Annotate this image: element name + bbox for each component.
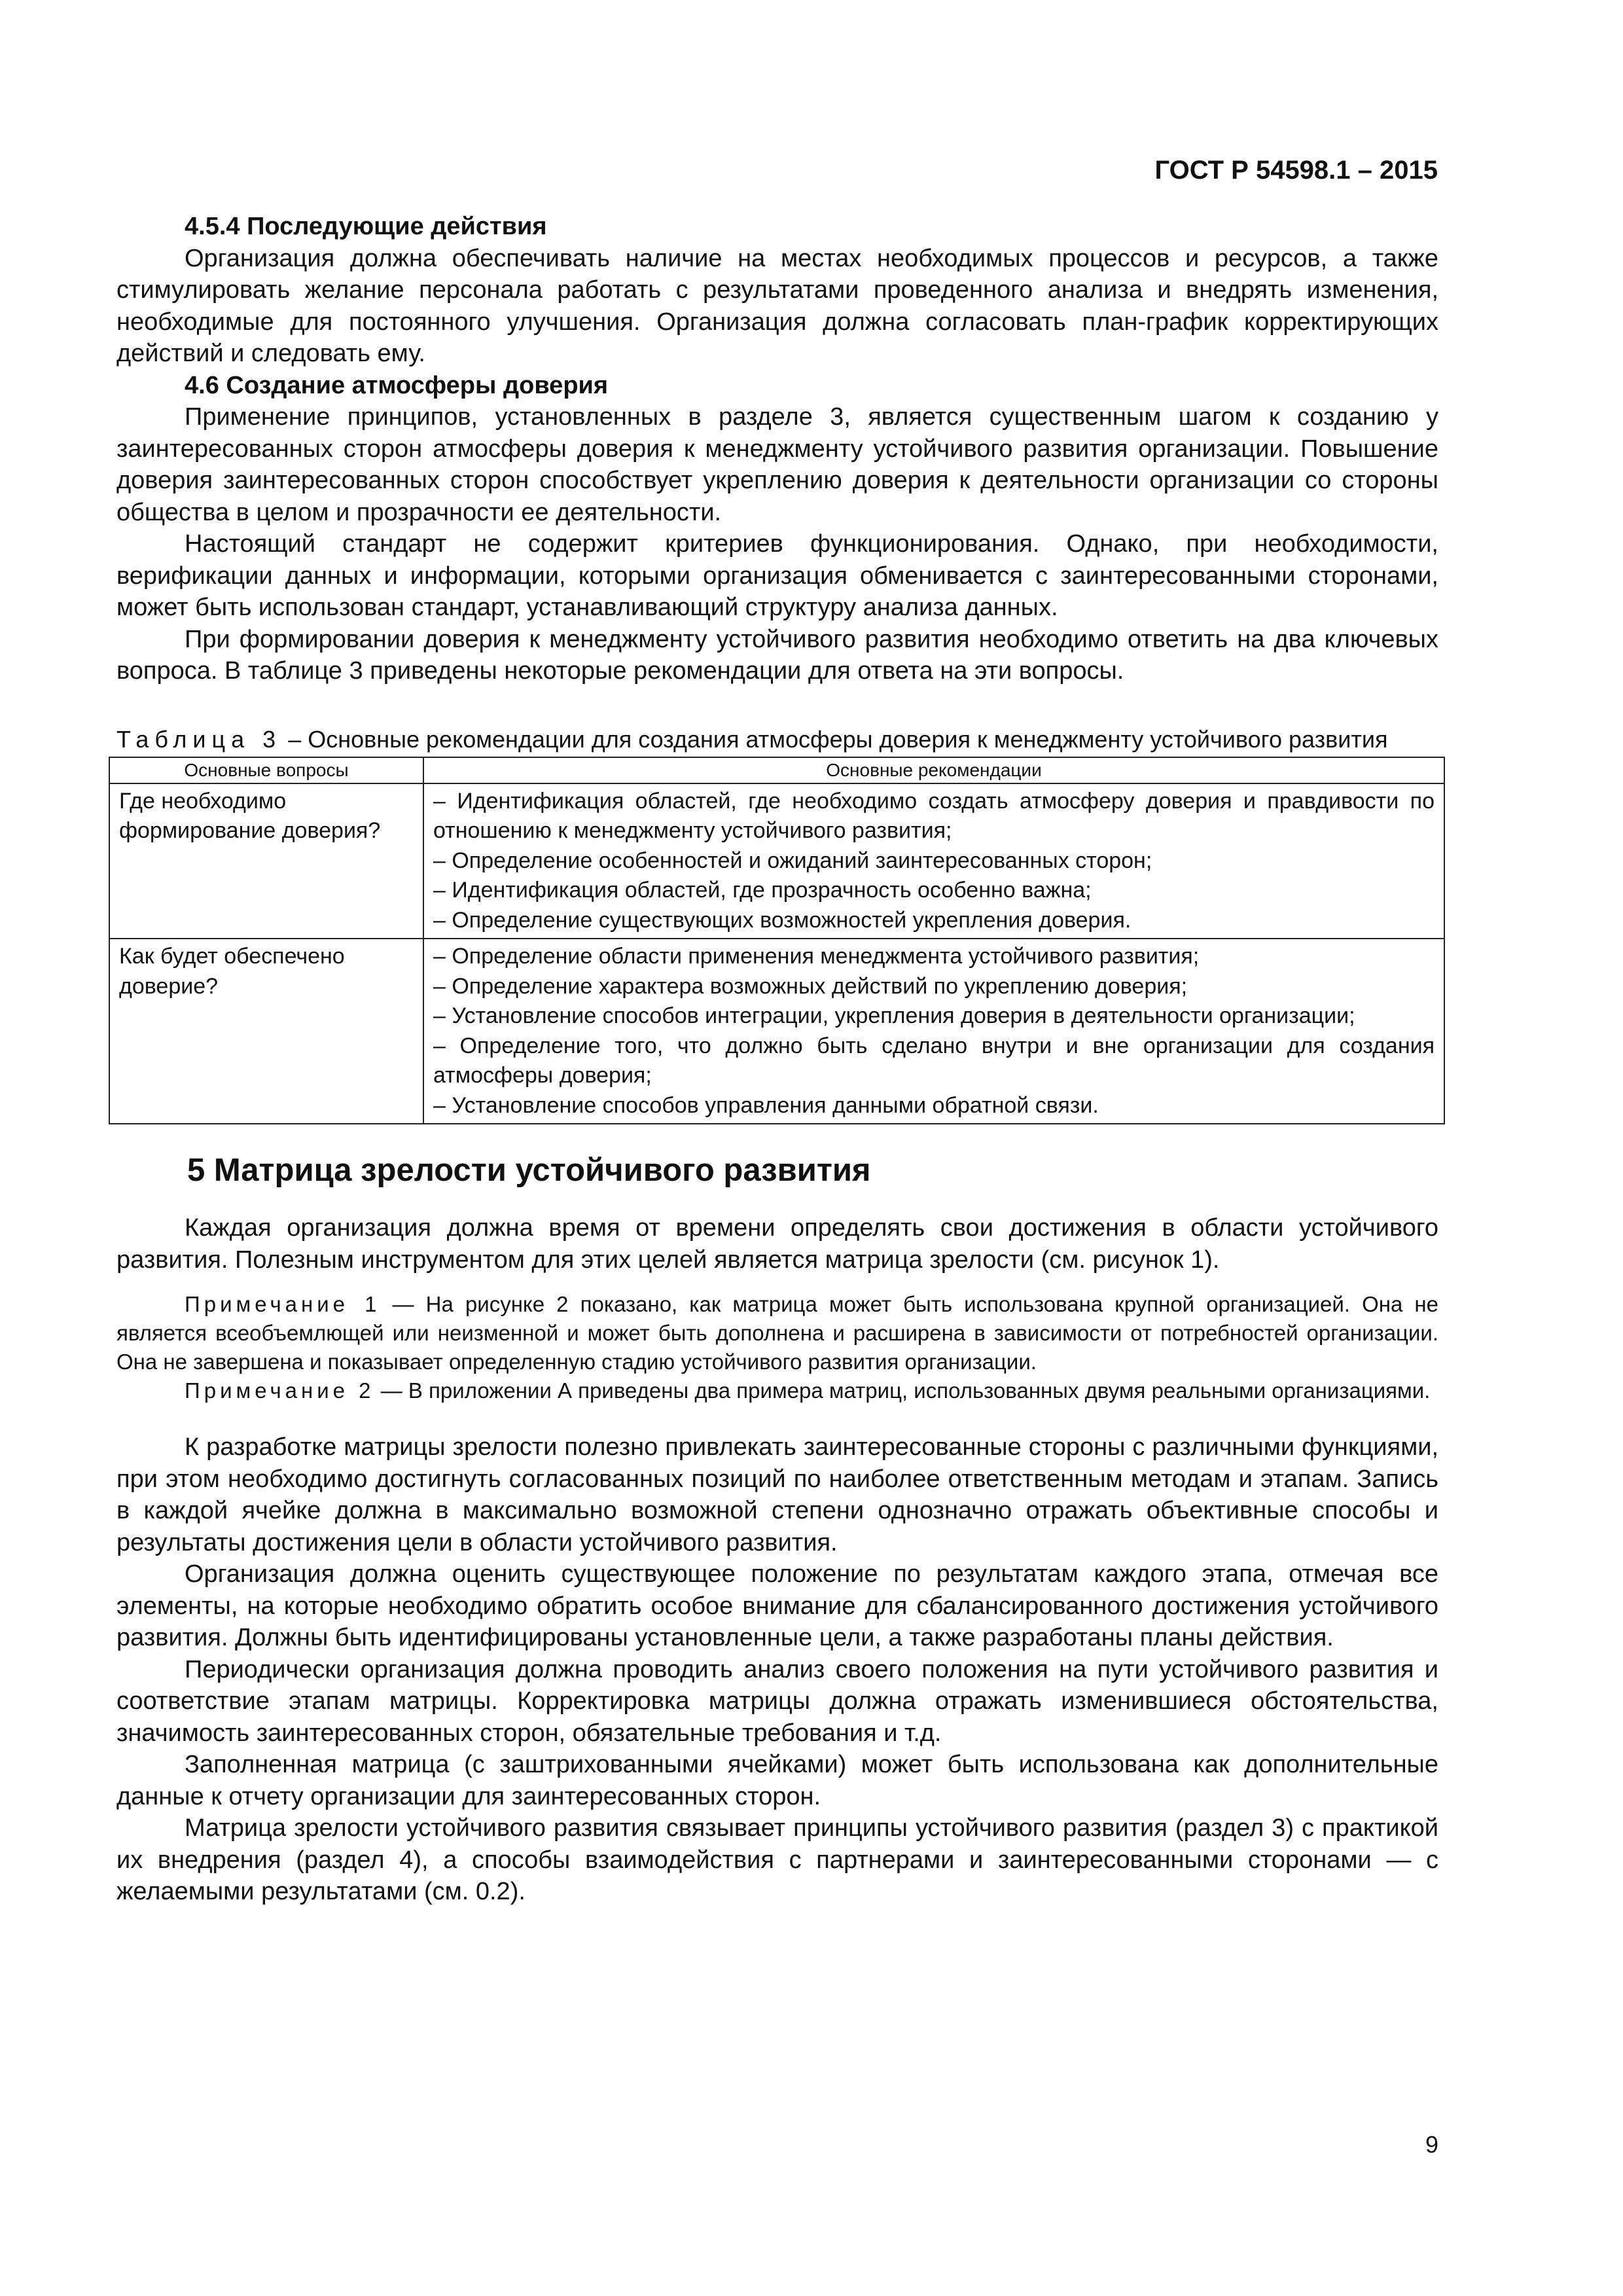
note-1: [116, 1290, 1438, 1376]
paragraph: К разработке матрицы зрелости полезно привлекать заинтересованные стороны с различными функциями, при этом необходимо достигнуть согласованных позиций по наиболее ответственным методам и этапам. Запись в каждой ячейке должна в максимально возможной степени однозначно отражать объективные способы и результаты достижения цели в области устойчивого развития.: [116, 1433, 1438, 1556]
column-header-questions: Основные вопросы: [109, 757, 423, 783]
note-2-text: — В приложении А приведены два примера матриц, использованных двумя реальными организациями.: [374, 1378, 1431, 1403]
recommendation-item: – Установление способов управления данными обратной связи.: [433, 1092, 1099, 1118]
recommendation-item: – Определение области применения менеджмента устойчивого развития;: [433, 944, 1200, 969]
recommendation-item: – Идентификация областей, где прозрачность особенно важна;: [433, 878, 1092, 903]
paragraph: Матрица зрелости устойчивого развития связывает принципы устойчивого развития (раздел 3) с практикой их внедрения (раздел 4), а способы взаимодействия с партнерами и заинтересованными сторонами — с желаемыми результатами (см. 0.2).: [116, 1814, 1438, 1905]
recommendation-item: – Определение того, что должно быть сделано внутри и вне организации для создания атмосферы доверия;: [433, 1033, 1435, 1088]
paragraph: Организация должна оценить существующее положение по результатам каждого этапа, отмечая все элементы, на которые необходимо обратить особое внимание для сбалансированного достижения устойчивого развития. Должны быть идентифицированы установленные цели, а также разработаны планы действия.: [116, 1560, 1438, 1651]
note-1-text: — На рисунке 2 показано, как матрица может быть использована крупной организацией. Она не является всеобъемлющей или неизменной и может быть дополнена и расширена в зависимости от потребностей организации. Она не завершена и показывает определенную стадию устойчивого развития организации.: [116, 1292, 1438, 1374]
section-heading-4-6: 4.6 Создание атмосферы доверия: [185, 371, 609, 399]
paragraph: Настоящий стандарт не содержит критериев функционирования. Однако, при необходимости, верификации данных и информации, которыми организация обменивается с заинтересованными сторонами, может быть использован стандарт, устанавливающий структуру анализа данных.: [116, 530, 1438, 621]
recommendation-item: – Идентификация областей, где необходимо создать атмосферу доверия и правдивости по отношению к менеджменту устойчивого развития;: [433, 788, 1435, 843]
table-cell-question: Как будет обеспечено доверие?: [109, 939, 423, 1124]
table-row: [109, 783, 1444, 939]
paragraph: Периодически организация должна проводить анализ своего положения на пути устойчивого развития и соответствие этапам матрицы. Корректировка матрицы должна отражать изменившиеся обстоятельства, значимость заинтересованных сторон, обязательные требования и т.д.: [116, 1655, 1438, 1747]
note-2-label: Примечание 2: [185, 1378, 375, 1403]
notes-block: [116, 1290, 1438, 1405]
table-cell-question: Где необходимо формирование доверия?: [109, 783, 423, 939]
recommendation-item: – Установление способов интеграции, укрепления доверия в деятельности организации;: [433, 1003, 1355, 1028]
section-heading-5: 5 Матрица зрелости устойчивого развития: [187, 1153, 871, 1188]
note-2: [116, 1376, 1438, 1405]
paragraph: Организация должна обеспечивать наличие на местах необходимых процессов и ресурсов, а также стимулировать желание персонала работать с результатами проведенного анализа и внедрять изменения, необходимые для постоянного улучшения. Организация должна согласовать план-график корректирующих действий и следовать ему.: [116, 244, 1438, 367]
recommendations-table: [109, 757, 1445, 1125]
recommendation-item: – Определение особенностей и ожиданий заинтересованных сторон;: [433, 848, 1152, 873]
table-row: [109, 939, 1444, 1124]
table-cell-recommendations: [423, 939, 1444, 1124]
paragraph: Заполненная матрица (с заштрихованными ячейками) может быть использована как дополнительные данные к отчету организации для заинтересованных сторон.: [116, 1751, 1438, 1810]
recommendation-item: – Определение характера возможных действий по укреплению доверия;: [433, 973, 1188, 999]
table-header-row: [109, 757, 1444, 783]
column-header-recommendations: Основные рекомендации: [423, 757, 1444, 783]
table-caption-text: – Основные рекомендации для создания атмосферы доверия к менеджменту устойчивого развития: [281, 725, 1388, 753]
table-cell-recommendations: [423, 783, 1444, 939]
paragraph: Применение принципов, установленных в разделе 3, является существенным шагом к созданию у заинтересованных сторон атмосферы доверия к менеджменту устойчивого развития организации. Повышение доверия заинтересованных сторон способствует укреплению доверия к деятельности организации со стороны общества в целом и прозрачности ее деятельности.: [116, 403, 1438, 526]
document-header: ГОСТ Р 54598.1 – 2015: [1154, 156, 1438, 185]
page-number: 9: [1425, 2131, 1438, 2158]
section-heading-4-5-4: 4.5.4 Последующие действия: [185, 213, 547, 240]
recommendation-item: – Определение существующих возможностей укрепления доверия.: [433, 907, 1132, 933]
paragraph: Каждая организация должна время от времени определять свои достижения в области устойчивого развития. Полезным инструментом для этих целей является матрица зрелости (см. рисунок 1).: [116, 1214, 1438, 1274]
page-content: [116, 211, 1438, 1908]
paragraph: При формировании доверия к менеджменту устойчивого развития необходимо ответить на два ключевых вопроса. В таблице 3 приведены некоторые рекомендации для ответа на эти вопросы.: [116, 625, 1438, 685]
table-caption-label: Таблица 3: [116, 725, 282, 753]
table-caption: [116, 724, 1438, 755]
note-1-label: Примечание 1: [185, 1292, 381, 1316]
